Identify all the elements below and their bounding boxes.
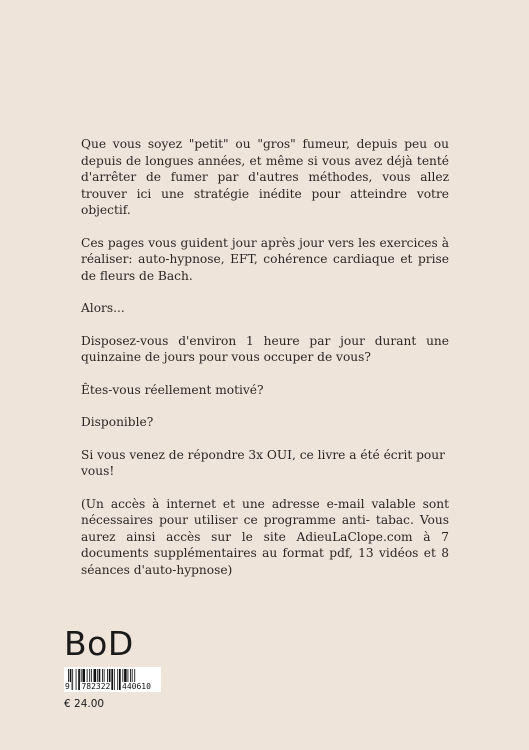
publisher-logo: BoD <box>64 624 134 663</box>
isbn-digits <box>64 682 161 692</box>
back-cover-text <box>81 136 449 578</box>
isbn-group-1: 782322 <box>81 682 111 691</box>
isbn-group-2: 440610 <box>122 682 151 691</box>
isbn-first-digit: 9 <box>65 682 70 691</box>
time-question-paragraph: Disposez-vous d'environ 1 heure par jour durant une quinzaine de jours pour vous occuper de vous? <box>81 333 449 364</box>
availability-question-paragraph: Disponible? <box>81 415 154 429</box>
intro-paragraph: Que vous soyez "petit" ou "gros" fumeur, depuis peu ou depuis de longues années, et même si vous avez déjà tenté d'arrêter de fumer par d'autres méthodes, vous allez trouver ici une stratégie inédite pour atteindre votre objectif. <box>81 137 449 217</box>
conclusion-paragraph: Si vous venez de répondre 3x OUI, ce livre a été écrit pour vous! <box>81 447 445 478</box>
motivation-question-paragraph: Êtes-vous réellement motivé? <box>81 382 264 397</box>
requirements-paragraph: (Un accès à internet et une adresse e-mail valable sont nécessaires pour utiliser ce programme anti- tabac. Vous aurez ainsi accès sur le site AdieuLaClope.com à 7 documents supplémentaires au format pdf, 13 vidéos et 8 séances d'auto-hypnose) <box>81 496 449 577</box>
exercises-paragraph: Ces pages vous guident jour après jour vers les exercices à réaliser: auto-hypnose, EFT, cohérence cardiaque et prise de fleurs de Bach. <box>81 235 449 283</box>
alors-paragraph: Alors... <box>81 301 125 315</box>
price-label: € 24.00 <box>64 698 105 710</box>
